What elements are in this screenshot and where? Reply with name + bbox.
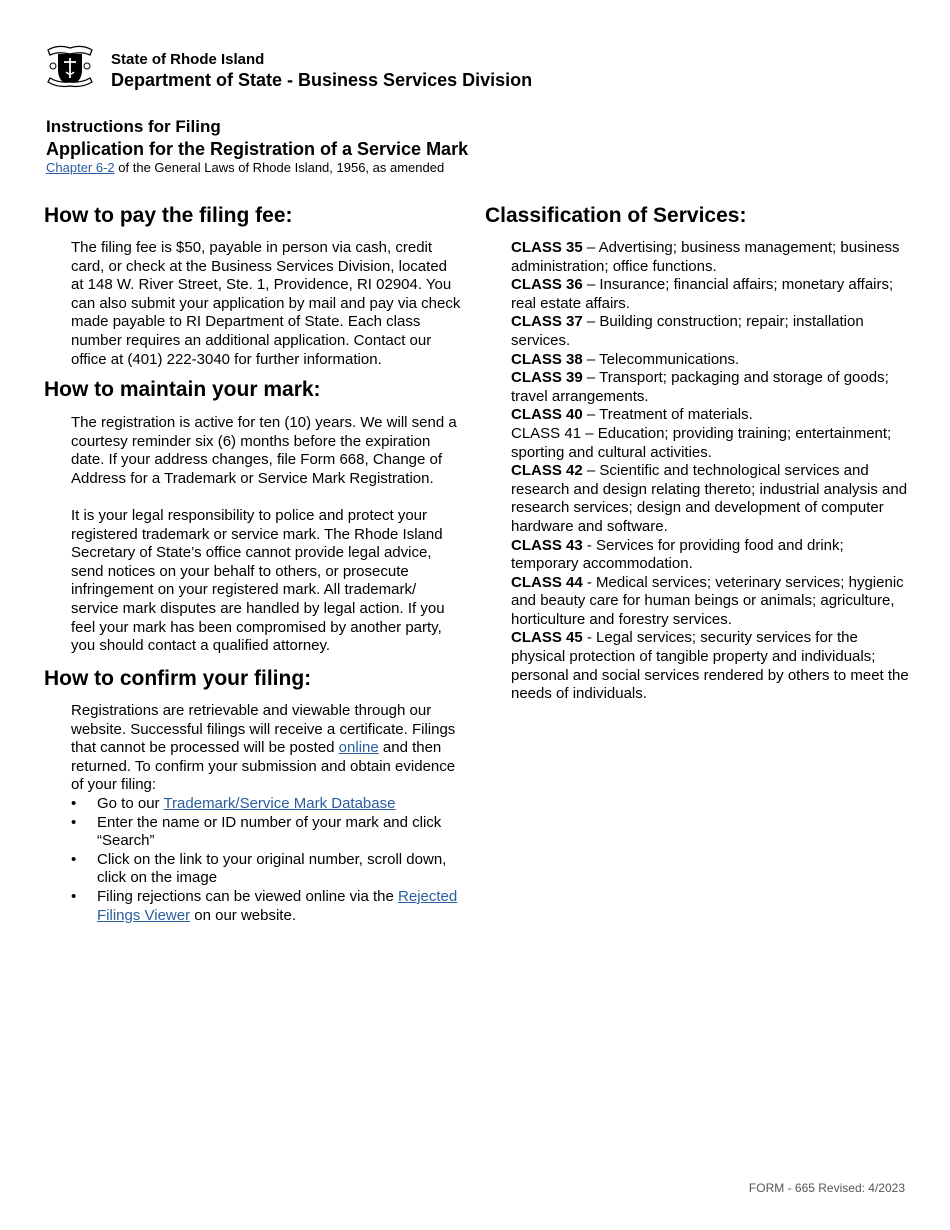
class-item (511, 462, 911, 536)
fee-heading: How to pay the filing fee: (44, 204, 293, 227)
class-label: CLASS 35 (511, 239, 583, 256)
class-list (511, 239, 911, 704)
class-sep: – (582, 350, 600, 368)
class-sep: – (582, 276, 600, 294)
form-revision: FORM - 665 Revised: 4/2023 (748, 1181, 905, 1195)
class-sep: - (582, 536, 597, 554)
class-sep: – (582, 313, 600, 331)
class-label: CLASS 42 (511, 462, 583, 480)
step-text: Go to our (97, 795, 164, 812)
statute-text: of the General Laws of Rhode Island, 1956, as amended (114, 160, 445, 175)
class-text: Medical services; veterinary services; hygienic and beauty care for human beings or animals; agriculture, horticulture and forestry services. (511, 573, 904, 628)
state-seal-icon (44, 42, 96, 92)
class-label: CLASS 39 (511, 369, 583, 387)
class-item (511, 537, 911, 574)
classification-heading: Classification of Services: (485, 204, 747, 227)
class-text: Transport; packaging and storage of goods; travel arrangements. (511, 369, 889, 405)
bullet-icon: • (71, 887, 77, 905)
class-sep: – (582, 239, 599, 256)
department-name: Department of State - Business Services Division (111, 70, 533, 90)
confirm-heading: How to confirm your filing: (44, 667, 312, 690)
class-item (511, 351, 911, 370)
state-name: State of Rhode Island (111, 51, 265, 68)
confirm-steps (71, 795, 466, 925)
online-link[interactable]: online (338, 739, 379, 757)
class-label: CLASS 37 (511, 313, 583, 331)
class-item (511, 406, 911, 425)
class-label: CLASS 43 (511, 536, 583, 554)
trademark-database-link[interactable]: Trademark/Service Mark Database (163, 795, 396, 812)
class-text: Scientific and technological services and research and design relating thereto; industrial analysis and research services; design and development of computer hardware and software. (511, 462, 908, 535)
bullet-icon: • (71, 813, 77, 831)
class-text: Building construction; repair; installation services. (511, 313, 864, 349)
bullet-icon: • (71, 795, 77, 812)
fee-text: The filing fee is $50, payable in person via cash, credit card, or check at the Business Services Division, located at 148 W. River Street, Ste. 1, Providence, RI 02904. You can also submit your application by mail and pay via check made payable to RI Department of State. Each class number requires an additional application. Contact our office at (401) 222-3040 for further information. (71, 239, 461, 368)
confirm-intro-b: and then returned. To confirm your submission and obtain evidence of your filing: (71, 739, 456, 794)
step-text: Enter the name or ID number of your mark and click “Search” (97, 813, 442, 850)
rejected-filings-link[interactable]: Rejected Filings Viewer (97, 887, 458, 924)
class-text: Insurance; financial affairs; monetary affairs; real estate affairs. (511, 276, 894, 312)
class-text: Treatment of materials. (599, 406, 753, 424)
list-item (71, 795, 466, 814)
chapter-link[interactable]: Chapter 6-2 (46, 160, 115, 175)
class-text: Telecommunications. (599, 350, 740, 368)
maintain-text-1: The registration is active for ten (10) years. We will send a courtesy reminder six (6) months before the expiration date. If your address changes, file Form 668, Change of Address for a Trademark or Service Mark Registration. (71, 414, 457, 487)
class-item (511, 276, 911, 313)
class-text: Legal services; security services for the physical protection of tangible property and individuals; personal and social services rendered by others to meet the needs of individuals. (511, 629, 909, 703)
class-text: CLASS 41 – Education; providing training; entertainment; sporting and cultural activities. (511, 424, 892, 461)
list-item (71, 851, 466, 888)
class-label: CLASS 40 (511, 406, 583, 424)
bullet-icon: • (71, 850, 77, 868)
step-tail: on our website. (190, 906, 296, 924)
class-item (511, 425, 911, 462)
class-sep: – (582, 369, 600, 387)
class-label: CLASS 36 (511, 276, 583, 294)
statute-reference (46, 160, 444, 175)
class-label: CLASS 44 (511, 573, 583, 591)
class-label: CLASS 38 (511, 350, 583, 368)
confirm-intro (71, 702, 463, 795)
class-sep: - (582, 573, 597, 591)
class-item (511, 369, 911, 406)
class-text: Services for providing food and drink; temporary accommodation. (511, 536, 844, 573)
class-sep: - (582, 629, 597, 647)
list-item (71, 814, 466, 851)
class-sep: – (582, 462, 600, 480)
class-sep: – (582, 406, 600, 424)
class-item (511, 239, 911, 276)
class-item (511, 574, 911, 630)
class-text: Advertising; business management; business administration; office functions. (511, 239, 900, 275)
application-title: Application for the Registration of a Service Mark (46, 139, 469, 159)
maintain-text-2: It is your legal responsibility to police and protect your registered trademark or service mark. The Rhode Island Secretary of State’s office cannot provide legal advice, send notices on your behalf to others, or prosecute infringement on your registered mark. All trademark/ service mark disputes are handled by legal action. If you feel your mark has been compromised by another party, you should contact a qualified attorney. (71, 507, 445, 655)
confirm-intro-a: Registrations are retrievable and viewable through our website. Successful filings will receive a certificate. Filings that cannot be processed will be posted (71, 702, 456, 757)
instructions-title: Instructions for Filing (46, 117, 221, 136)
class-item (511, 629, 911, 703)
maintain-heading: How to maintain your mark: (44, 378, 321, 401)
list-item (71, 888, 466, 925)
class-item (511, 313, 911, 350)
step-text: Filing rejections can be viewed online via the (97, 887, 399, 905)
class-label: CLASS 45 (511, 629, 583, 647)
step-text: Click on the link to your original number, scroll down, click on the image (97, 850, 447, 887)
